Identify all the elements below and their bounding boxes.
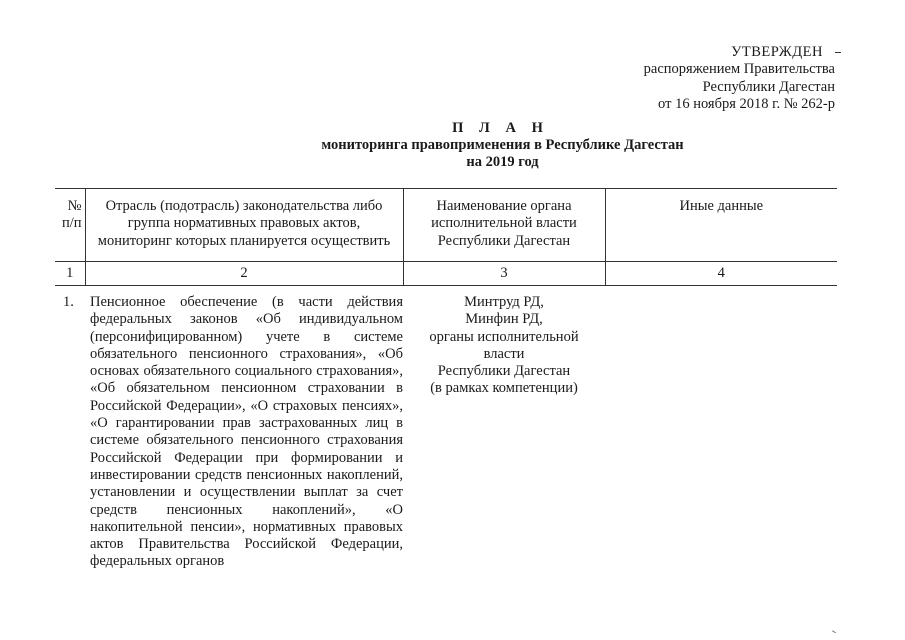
column-number: 2 xyxy=(85,262,403,286)
approval-stamp xyxy=(644,44,835,113)
scan-mark xyxy=(830,630,836,636)
approval-line-1: распоряжением Правительства xyxy=(643,61,835,78)
column-number: 1 xyxy=(55,262,85,286)
title-plan-word: П Л А Н xyxy=(452,120,549,136)
row-subject: Пенсионное обеспечение (в части действия федеральных законов «Об индивидуальном (персонифицированном) учете в системе обязательного пенсионного страхования», «Об основах обязательного социального страхования», «Об обязательном пенсионном страховании в Российской Федерации», «О страховых пенсиях», «О гарантировании прав застрахованных лиц в системе обязательного пенсионного страхования Российской Федерации при формировании и инвестировании средств пенсионных накоплений, установлении и осуществлении выплат за счет средств пенсионных накоплений», «О накопительной пенсии», нормативных правовых актов Правительства Российской Федерации, федеральных органов xyxy=(90,294,403,570)
plan-table xyxy=(55,188,837,571)
approval-line-3: от 16 ноября 2018 г. № 262-р xyxy=(658,95,835,112)
title-line-3: на 2019 год xyxy=(466,154,539,170)
column-number: 4 xyxy=(605,262,837,286)
header-other: Иные данные xyxy=(605,189,837,262)
approval-line-2: Республики Дагестан xyxy=(702,78,835,95)
document-title xyxy=(0,120,905,171)
column-number: 3 xyxy=(403,262,605,286)
row-other xyxy=(605,286,837,571)
row-number: 1. xyxy=(63,294,74,310)
header-organ: Наименование органа исполнительной власти Республики Дагестан xyxy=(403,189,605,262)
approval-dash xyxy=(835,52,841,53)
table-row xyxy=(55,286,837,571)
title-line-2: мониторинга правоприменения в Республике Дагестан xyxy=(321,137,684,153)
column-number-row xyxy=(55,262,837,286)
approval-heading: УТВЕРЖДЕН xyxy=(731,44,823,60)
header-number: № п/п xyxy=(55,189,85,262)
row-organ: Минтруд РД, Минфин РД, органы исполнительной власти Республики Дагестан (в рамках компетенции) xyxy=(429,294,579,397)
header-subject: Отрасль (подотрасль) законодательства либо группа нормативных правовых актов, мониторинг которых планируется осуществить xyxy=(85,189,403,262)
table-header-row xyxy=(55,189,837,262)
